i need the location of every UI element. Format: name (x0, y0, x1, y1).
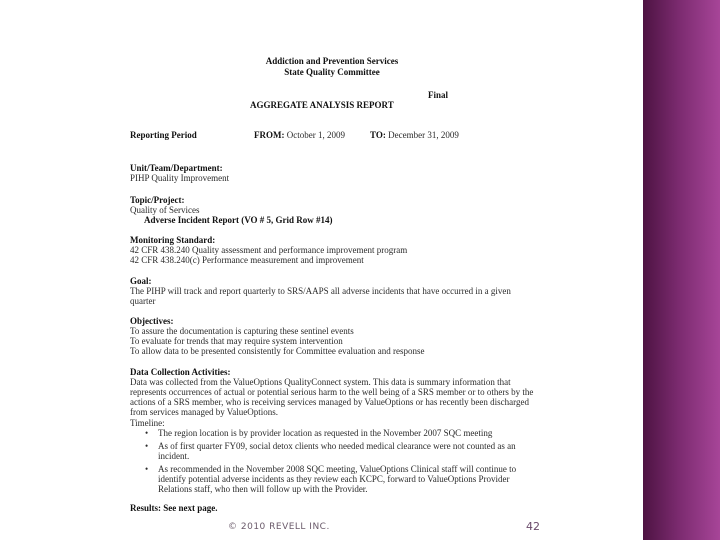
data-collection-label: Data Collection Activities: (130, 367, 231, 377)
timeline-bullet-text: incident. (158, 451, 190, 461)
data-collection-line: represents occurrences of actual or potential serious harm to the well being of a SRS member or to others by the (130, 387, 534, 397)
reporting-from (254, 130, 345, 141)
results-value: See next page. (163, 503, 218, 513)
timeline-bullet-text: Relations staff, who then will follow up with the Provider. (158, 484, 368, 494)
data-collection-line: Data was collected from the ValueOptions QualityConnect system. This data is summary information that (130, 377, 511, 387)
topic-line-1: Quality of Services (130, 205, 200, 215)
reporting-to (370, 130, 459, 141)
report-status: Final (428, 90, 449, 100)
objective-item: To evaluate for trends that may require system intervention (130, 336, 343, 346)
timeline-bullet-text: identify potential adverse incidents as they review each KCPC, forward to ValueOptions Provider (158, 474, 510, 484)
committee-name: State Quality Committee (284, 67, 380, 77)
results-line (130, 503, 218, 514)
timeline-bullet-text: The region location is by provider location as requested in the November 2007 SQC meeting (158, 428, 493, 438)
reporting-period-label: Reporting Period (130, 130, 197, 140)
goal-label: Goal: (130, 276, 152, 286)
goal-line-1: The PIHP will track and report quarterly to SRS/AAPS all adverse incidents that have occurred in a given (130, 286, 511, 296)
bullet-icon: • (145, 441, 149, 451)
timeline-label: Timeline: (130, 418, 165, 428)
data-collection-line: actions of a SRS member, who is receiving services managed by ValueOptions or has recently been discharged (130, 397, 529, 407)
goal-line-2: quarter (130, 296, 156, 306)
bullet-icon: • (145, 464, 149, 474)
results-label: Results: (130, 503, 161, 513)
timeline-bullet-text: As of first quarter FY09, social detox clients who needed medical clearance were not counted as an (158, 441, 516, 451)
unit-value: PIHP Quality Improvement (130, 173, 230, 183)
topic-line-2: Adverse Incident Report (VO # 5, Grid Row #14) (144, 215, 333, 225)
report-title: AGGREGATE ANALYSIS REPORT (250, 100, 394, 110)
bullet-icon: • (145, 428, 149, 438)
to-value: December 31, 2009 (388, 130, 459, 140)
objective-item: To assure the documentation is capturing these sentinel events (130, 326, 354, 336)
from-value: October 1, 2009 (286, 130, 345, 140)
objective-item: To allow data to be presented consistently for Committee evaluation and response (130, 346, 425, 356)
monitoring-label: Monitoring Standard: (130, 235, 216, 245)
topic-label: Topic/Project: (130, 195, 185, 205)
copyright-footer: © 2010 REVELL INC. (228, 522, 330, 532)
monitoring-line-2: 42 CFR 438.240(c) Performance measurement and improvement (130, 255, 364, 265)
timeline-bullet-text: As recommended in the November 2008 SQC meeting, ValueOptions Clinical staff will continue to (158, 464, 517, 474)
data-collection-line: from services managed by ValueOptions. (130, 407, 279, 417)
to-label: TO: (370, 130, 386, 140)
monitoring-line-1: 42 CFR 438.240 Quality assessment and performance improvement program (130, 245, 408, 255)
from-label: FROM: (254, 130, 285, 140)
objectives-label: Objectives: (130, 316, 174, 326)
page-number: 42 (526, 520, 540, 533)
unit-label: Unit/Team/Department: (130, 163, 223, 173)
org-name: Addiction and Prevention Services (265, 56, 399, 66)
decorative-side-band (643, 0, 720, 540)
